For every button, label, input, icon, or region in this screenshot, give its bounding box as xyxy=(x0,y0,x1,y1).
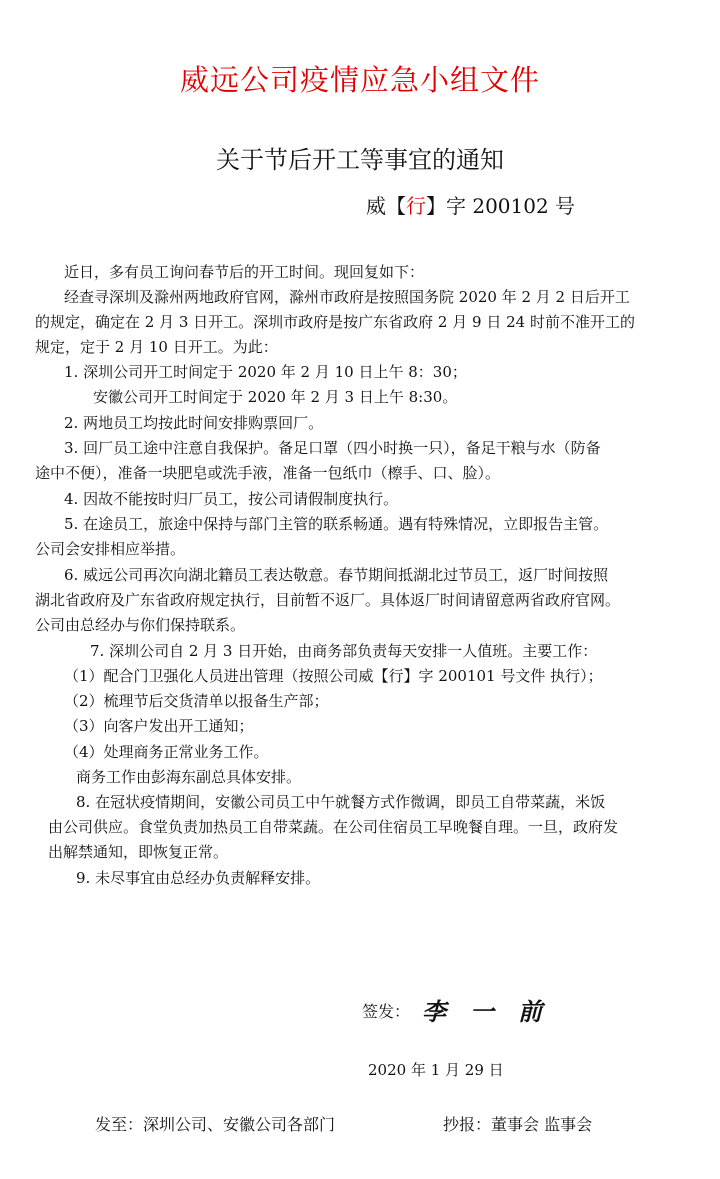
body-line: （2）梳理节后交货清单以报备生产部； xyxy=(64,692,329,710)
body-line: 3. 回厂员工途中注意自我保护。备足口罩（四小时换一只），备足干粮与水（防备 xyxy=(64,439,601,457)
body-line: 安徽公司开工时间定于 2020 年 2 月 3 日上午 8:30。 xyxy=(93,388,458,406)
document-number-suffix: 】字 200102 号 xyxy=(426,194,576,218)
body-line: （1）配合门卫强化人员进出管理（按照公司威【行】字 200101 号文件 执行）； xyxy=(64,667,603,685)
body-line: 湖北省政府及广东省政府规定执行，目前暂不返厂。具体返厂时间请留意两省政府官网。 xyxy=(35,591,621,609)
body-line: 公司会安排相应举措。 xyxy=(35,540,186,558)
body-line: 7. 深圳公司自 2 月 3 日开始，由商务部负责每天安排一人值班。主要工作： xyxy=(90,642,598,660)
body-line: 6. 威远公司再次向湖北籍员工表达敬意。春节期间抵湖北过节员工，返厂时间按照 xyxy=(64,566,609,584)
document-header-title: 威远公司疫情应急小组文件 xyxy=(179,63,540,97)
body-line: （3）向客户发出开工通知； xyxy=(64,717,254,735)
body-line: 2. 两地员工均按此时间安排购票回厂。 xyxy=(64,414,324,432)
issue-date: 2020 年 1 月 29 日 xyxy=(368,1061,504,1079)
document-number xyxy=(366,190,575,219)
notice-title: 关于节后开工等事宜的通知 xyxy=(216,146,504,174)
body-line: （4）处理商务正常业务工作。 xyxy=(64,743,269,761)
document-number-red-char: 行 xyxy=(406,194,426,218)
body-line: 5. 在途员工，旅途中保持与部门主管的联系畅通。遇有特殊情况，立即报告主管。 xyxy=(64,515,609,533)
body-line: 由公司供应。食堂负责加热员工自带菜蔬。在公司住宿员工早晚餐自理。一旦，政府发 xyxy=(48,818,619,836)
cc-line: 抄报：董事会 监事会 xyxy=(443,1115,593,1134)
body-line: 途中不便），准备一块肥皂或洗手液，准备一包纸巾（檫手、口、脸）。 xyxy=(35,464,501,482)
body-line: 经查寻深圳及滁州两地政府官网，滁州市政府是按照国务院 2020 年 2 月 2 日后开工 xyxy=(64,288,630,306)
signature-name: 李一前 xyxy=(422,997,566,1026)
body-line: 规定，定于 2 月 10 日开工。为此： xyxy=(35,338,278,356)
body-line: 4. 因故不能按时归厂员工，按公司请假制度执行。 xyxy=(64,490,399,508)
body-line: 1. 深圳公司开工时间定于 2020 年 2 月 10 日上午 8：30； xyxy=(64,363,467,381)
body-line: 8. 在冠状疫情期间，安徽公司员工中午就餐方式作微调，即员工自带菜蔬，米饭 xyxy=(76,793,606,811)
body-line: 近日，多有员工询问春节后的开工时间。现回复如下： xyxy=(64,263,425,281)
body-line: 商务工作由彭海东副总具体安排。 xyxy=(76,768,302,786)
send-to-line: 发至：深圳公司、安徽公司各部门 xyxy=(95,1115,336,1134)
body-line: 9. 未尽事宜由总经办负责解释安排。 xyxy=(76,869,321,887)
signature-label: 签发： xyxy=(362,1002,411,1021)
body-line: 出解禁通知，即恢复正常。 xyxy=(48,843,229,861)
body-line: 的规定，确定在 2 月 3 日开工。深圳市政府是按广东省政府 2 月 9 日 24 时前不准开工的 xyxy=(35,313,635,331)
body-line: 公司由总经办与你们保持联系。 xyxy=(35,616,246,634)
document-number-prefix: 威【 xyxy=(366,194,406,218)
